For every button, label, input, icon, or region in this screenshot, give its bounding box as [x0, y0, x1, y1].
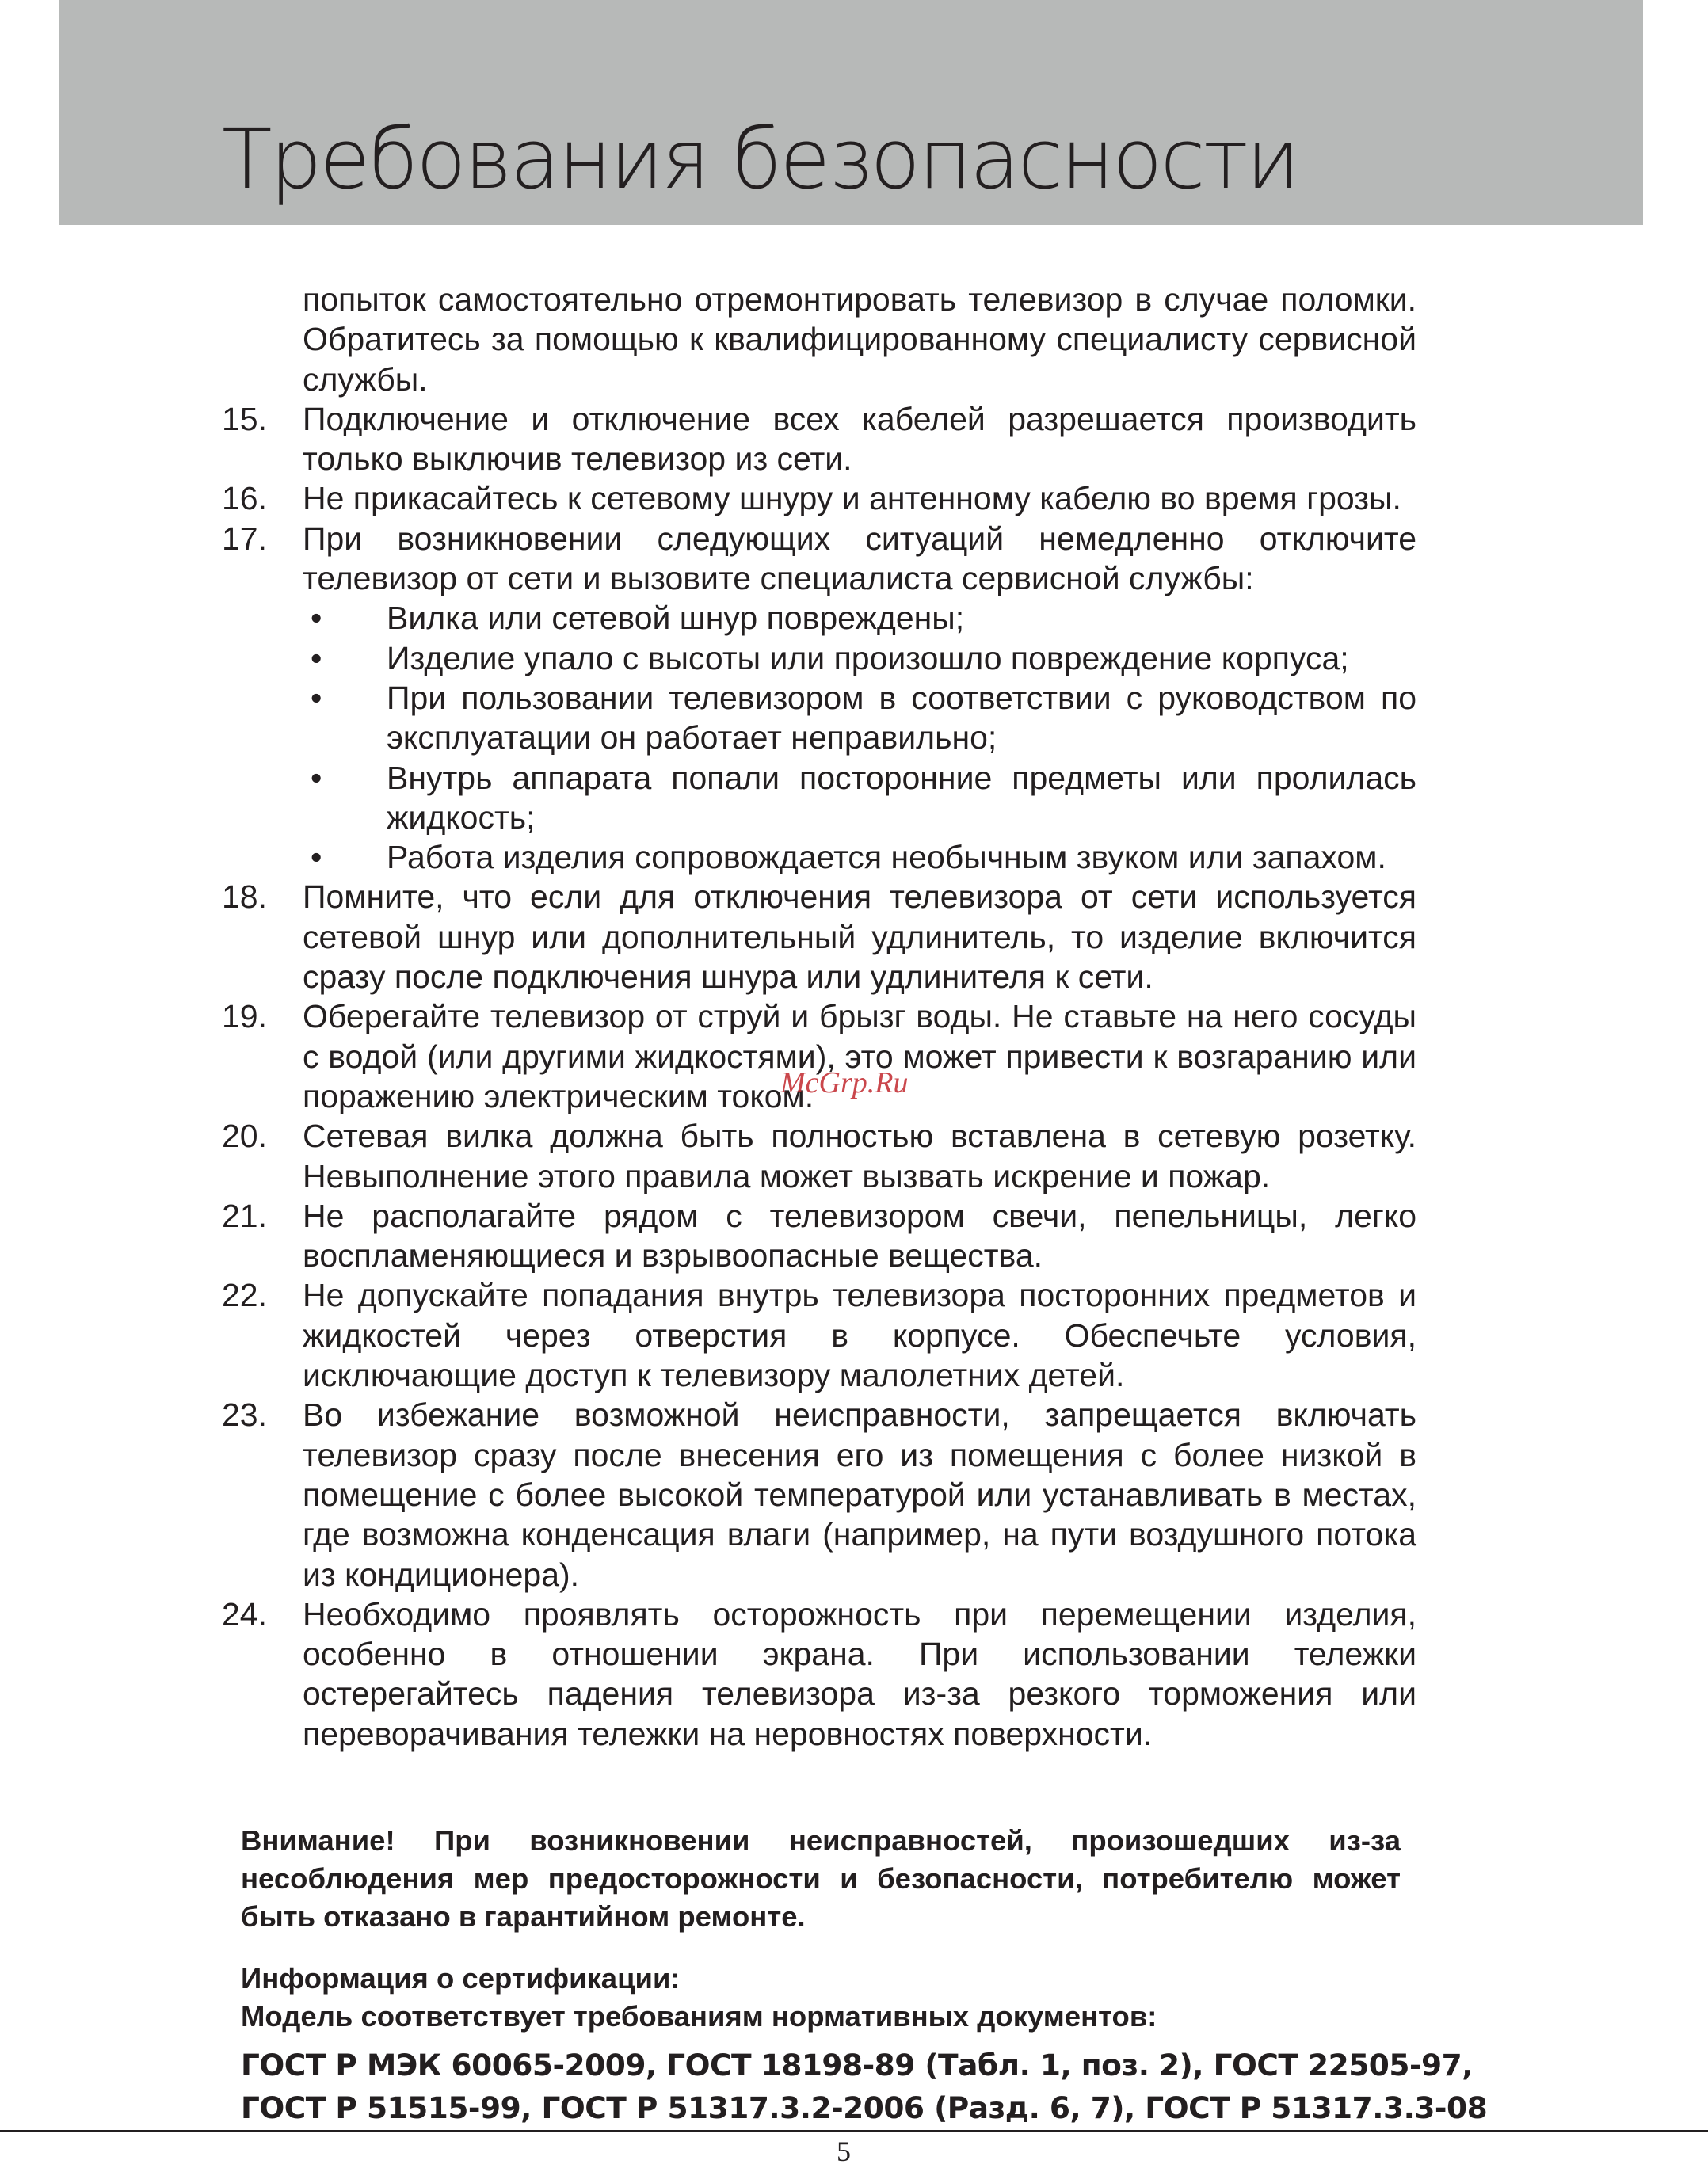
item-text: Не располагайте рядом с телевизором свечи, пепельницы, легко воспламеняющиеся и взрывоопасные вещества. [303, 1197, 1416, 1275]
item-number: 18. [222, 878, 267, 916]
item-text: При возникновении следующих ситуаций немедленно отключите телевизор от сети и вызовите специалиста сервисной службы: [303, 520, 1416, 597]
item-text: Помните, что если для отключения телевизора от сети используется сетевой шнур или дополнительный удлинитель, то изделие включится сразу после подключения шнура или удлинителя к сети. [303, 878, 1416, 996]
bullet-text: Изделие упало с высоты или произошло повреждение корпуса; [387, 639, 1349, 676]
item-text: Сетевая вилка должна быть полностью вставлена в сетевую розетку. Невыполнение этого правила может вызвать искрение и пожар. [303, 1118, 1416, 1194]
item-text: Во избежание возможной неисправности, запрещается включать телевизор сразу после внесения его из помещения с более низкой в помещение с более высокой температурой или устанавливать в местах, где возможна конденсация влаги (например, на пути воздушного потока из кондиционера). [303, 1396, 1416, 1593]
bullet-text: Работа изделия сопровождается необычным звуком или запахом. [387, 839, 1386, 876]
bullet-text: Внутрь аппарата попали посторонние предметы или пролилась жидкость; [387, 759, 1416, 836]
bullet-icon: • [311, 839, 322, 876]
bullet-text: При пользовании телевизором в соответствии с руководством по эксплуатации он работает неправильно; [387, 679, 1416, 756]
page-number: 5 [837, 2136, 851, 2167]
list-item [222, 1595, 1416, 1754]
item-text: Не прикасайтесь к сетевому шнуру и антенному кабелю во время грозы. [303, 480, 1401, 517]
list-item [222, 399, 1416, 479]
bullet-icon: • [311, 679, 322, 716]
warranty-warning: Внимание! При возникновении неисправностей, произошедших из-за несоблюдения мер предосторожности и безопасности, потребителю может быть отказано в гарантийном ремонте. [241, 1824, 1401, 1933]
certification-statement: Модель соответствует требованиям нормативных документов: [241, 2000, 1157, 2033]
safety-requirements-list [222, 280, 1416, 1754]
bullet-item [222, 598, 1416, 638]
list-item [222, 1395, 1416, 1594]
page-title: Требования безопасности [222, 111, 1298, 208]
list-item [222, 1275, 1416, 1395]
list-item [222, 877, 1416, 996]
item-text: попыток самостоятельно отремонтировать телевизор в случае поломки. Обратитесь за помощью к квалифицированному специалисту сервисной службы. [303, 281, 1416, 398]
item-number: 15. [222, 400, 267, 437]
list-item [222, 1196, 1416, 1276]
bullet-icon: • [311, 639, 322, 676]
item-number: 19. [222, 998, 267, 1035]
list-item [222, 1116, 1416, 1196]
item-number: 16. [222, 480, 267, 517]
list-item [222, 478, 1416, 518]
bullet-item [222, 638, 1416, 678]
bullet-item [222, 758, 1416, 838]
gost-standards-line-2: ГОСТ Р 51515-99, ГОСТ Р 51317.3.2-2006 (Разд. 6, 7), ГОСТ Р 51317.3.3-08 [241, 2090, 1488, 2125]
bullet-icon: • [311, 759, 322, 796]
bullet-text: Вилка или сетевой шнур повреждены; [387, 600, 965, 637]
item-number: 17. [222, 520, 267, 557]
item-number: 23. [222, 1396, 267, 1434]
item-number: 21. [222, 1197, 267, 1234]
item-text: Необходимо проявлять осторожность при перемещении изделия, особенно в отношении экрана. При использовании тележки остерегайтесь падения телевизора из-за резкого торможения или переворачивания тележки на неровностях поверхности. [303, 1595, 1416, 1752]
list-item [222, 280, 1416, 399]
item-text: Не допускайте попадания внутрь телевизора посторонних предметов и жидкостей через отверстия в корпусе. Обеспечьте условия, исключающие доступ к телевизору малолетних детей. [303, 1277, 1416, 1394]
watermark: McGrp.Ru [780, 1066, 909, 1099]
bullet-item [222, 678, 1416, 758]
gost-standards-line-1: ГОСТ Р МЭК 60065-2009, ГОСТ 18198-89 (Табл. 1, поз. 2), ГОСТ 22505-97, [241, 2048, 1473, 2082]
item-text: Подключение и отключение всех кабелей разрешается производить только выключив телевизор из сети. [303, 400, 1416, 478]
list-item [222, 519, 1416, 599]
item-number: 22. [222, 1277, 267, 1314]
item-number: 20. [222, 1118, 267, 1155]
item-number: 24. [222, 1595, 267, 1633]
certification-heading: Информация о сертификации: [241, 1962, 681, 1995]
item-text: Оберегайте телевизор от струй и брызг воды. Не ставьте на него сосуды с водой (или другими жидкостями), это может привести к возгаранию или поражению электрическим током. [303, 998, 1416, 1114]
footer-divider [0, 2130, 1708, 2132]
bullet-icon: • [311, 600, 322, 637]
bullet-item [222, 837, 1416, 877]
